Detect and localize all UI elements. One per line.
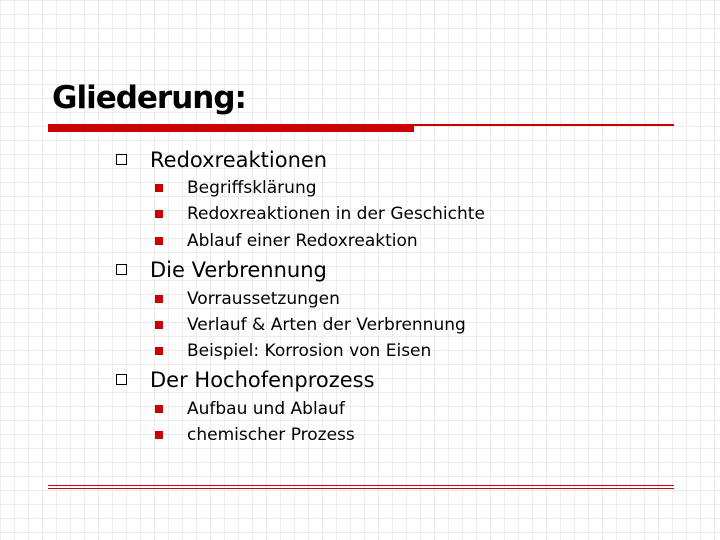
list-item: Verlauf & Arten der Verbrennung [187,315,466,335]
footer-rule [48,485,674,486]
filled-square-icon [155,405,163,413]
list-item: Vorraussetzungen [187,289,340,309]
list-item: Ablauf einer Redoxreaktion [187,231,418,251]
slide-title: Gliederung: [52,80,246,116]
filled-square-icon [155,295,163,303]
filled-square-icon [155,237,163,245]
section-heading: Redoxreaktionen [150,148,328,172]
filled-square-icon [155,431,163,439]
list-item: chemischer Prozess [187,425,355,445]
filled-square-icon [155,321,163,329]
filled-square-icon [155,347,163,355]
filled-square-icon [155,184,163,192]
filled-square-icon [155,210,163,218]
hollow-square-icon [116,154,127,165]
hollow-square-icon [116,264,127,275]
footer-rule [48,488,674,489]
list-item: Begriffsklärung [187,178,317,198]
section-heading: Der Hochofenprozess [150,368,375,392]
section-heading: Die Verbrennung [150,258,327,282]
hollow-square-icon [116,374,127,385]
list-item: Beispiel: Korrosion von Eisen [187,341,432,361]
list-item: Aufbau und Ablauf [187,399,345,419]
list-item: Redoxreaktionen in der Geschichte [187,204,485,224]
